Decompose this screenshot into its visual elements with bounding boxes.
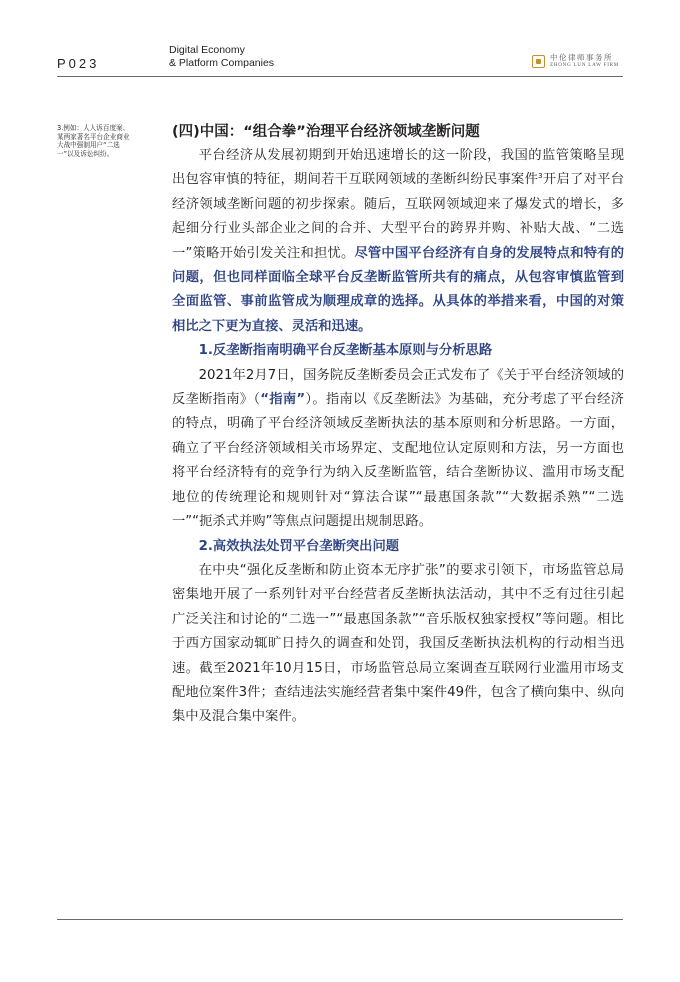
subsection-1-title: 1.反垄断指南明确平台反垄断基本原则与分析思路 [198,343,493,359]
publication-title-line1: Digital Economy [169,44,245,56]
footnote-3: 3.例如：人人诉百度案、某两家著名平台企业商业大战中强制用户“二选一”以及诉讼纠纷。 [57,124,130,159]
paragraph-2-highlight: “指南” [260,392,306,408]
logo-mark-icon [532,55,545,68]
paragraph-2 [172,364,624,535]
logo-english-name: ZHONG LUN LAW FIRM [550,63,620,68]
paragraph-1-highlight: 尽管中国平台经济有自身的发展特点和特有的问题，但也同样面临全球平台反垄断监管所共有的痛点，从包容审慎监管到全面监管、事前监管成为顺理成章的选择。从具体的举措来看，中国的对策相比之下更为直接、灵活和迅速。 [172,245,625,334]
footer-divider [57,919,623,920]
footnote-ref: 3 [538,172,543,181]
section-title: (四)中国：“组合拳”治理平台经济领域垄断问题 [172,124,480,140]
law-firm-logo [532,53,619,69]
paragraph-2-text-b: ）。指南以《反垄断法》为基础，充分考虑了平台经济的特点，明确了平台经济领域反垄断执法的基本原则和分析思路。一方面，确立了平台经济领域相关市场界定、支配地位认定原则和方法，另一方面也将平台经济特有的竞争行为纳入反垄断监管，结合垄断协议、滥用市场支配地位的传统理论和规则针对“算法合谋”“最惠国条款”“大数据杀熟”“二选一”“扼杀式并购”等焦点问题提出规制思路。 [172,392,624,530]
page-number: P023 [57,56,100,71]
paragraph-1-text-b: 开启了对平台经济领域垄断问题的初步探索。随后，互联网领域迎来了爆发式的增长，多起细分行业头部企业之间的合并、大型平台的跨界并购、补贴大战、“二选一”策略开始引发关注和担忧。 [172,172,625,261]
paragraph-1 [172,144,624,339]
paragraph-1-text: 平台经济从发展初期到开始迅速增长的这一阶段，我国的监管策略呈现出包容审慎的特征，期间若干互联网领域的垄断纠纷民事案件 [172,148,624,188]
header-divider [57,76,623,77]
paragraph-3: 在中央“强化反垄断和防止资本无序扩张”的要求引领下，市场监管总局密集地开展了一系列针对平台经营者反垄断执法活动，其中不乏有过往引起广泛关注和讨论的“二选一”“最惠国条款”“音乐版权独家授权”等问题。相比于西方国家动辄旷日持久的调查和处罚，我国反垄断执法机构的行动相当迅速。截至2021年10月15日，市场监管总局立案调查互联网行业滥用市场支配地位案件3件；查结违法实施经营者集中案件49件，包含了横向集中、纵向集中及混合集中案件。 [172,562,624,725]
logo-text [550,53,619,69]
logo-chinese-name: 中伦律师事务所 [550,53,613,62]
publication-title-line2: & Platform Companies [169,57,275,69]
paragraph-2-text-a: 2021年2月7日，国务院反垄断委员会正式发布了《关于平台经济领域的反垄断指南》（ [172,367,624,408]
main-content [172,121,624,730]
subsection-2-title: 2.高效执法处罚平台垄断突出问题 [198,538,400,554]
publication-title [169,44,274,70]
